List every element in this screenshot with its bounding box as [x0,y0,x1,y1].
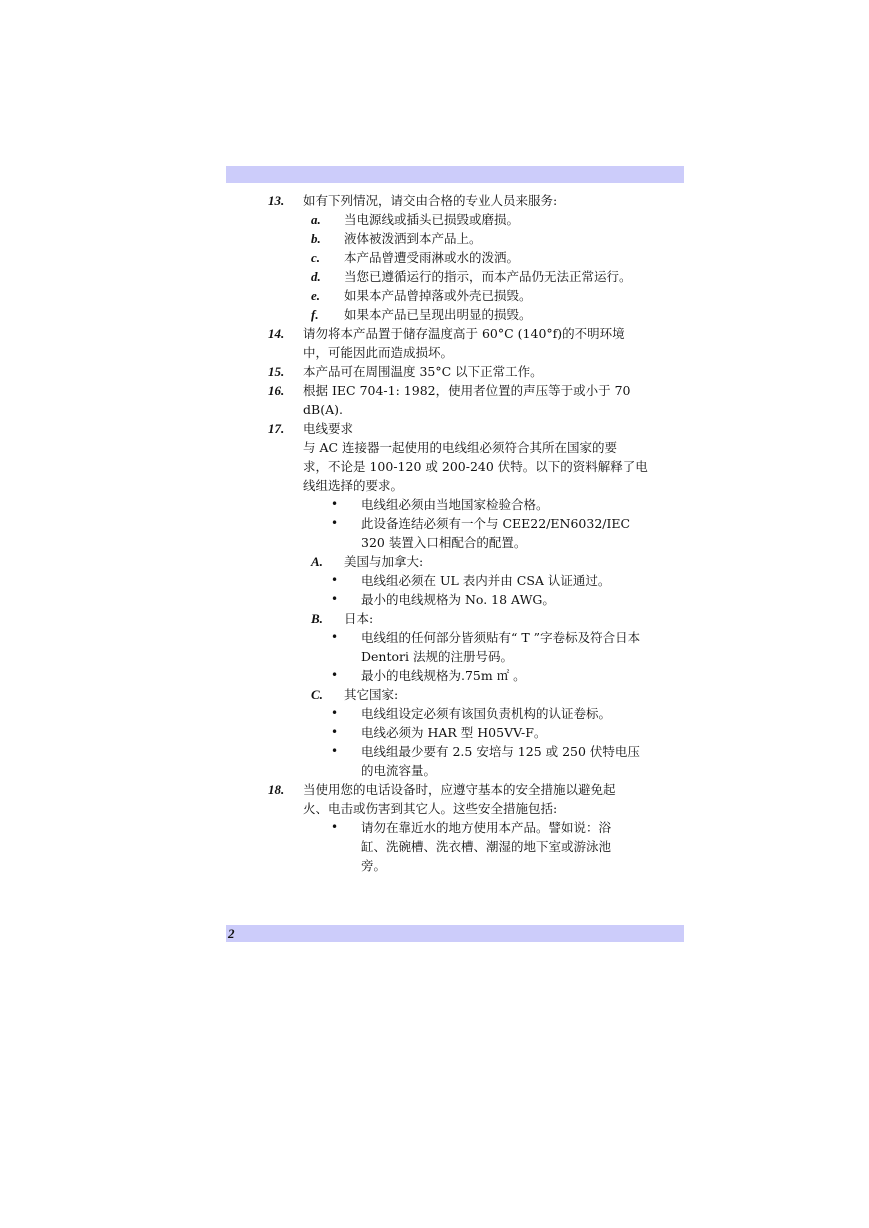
bullet-icon: • [331,573,339,587]
bullet-text: 电线组必须在 UL 表内并由 CSA 认证通过。 [361,573,611,588]
sub-text: 液体被泼洒到本产品上。 [344,231,482,246]
item-text: 与 AC 连接器一起使用的电线组必须符合其所在国家的要 [303,440,618,455]
section-title: 美国与加拿大: [344,554,424,569]
footer-bar [226,925,684,942]
bullet-text: 电线组设定必须有该国负责机构的认证卷标。 [361,706,612,721]
sub-label: d. [311,269,321,284]
bullet-text: 电线组的任何部分皆须贴有“ T ”字卷标及符合日本 [361,630,641,645]
item-text: dB(A). [303,402,343,417]
bullet-icon: • [331,668,339,682]
sub-text: 如果本产品曾掉落或外壳已损毁。 [344,288,532,303]
item-number: 13. [268,193,285,208]
bullet-text: 的电流容量。 [361,763,437,778]
item-number: 16. [268,383,285,398]
sub-label: c. [311,250,321,265]
item-text: 当使用您的电话设备时，应遵守基本的安全措施以避免起 [303,782,616,797]
sub-label: e. [311,288,321,303]
sub-label: f. [311,307,319,322]
item-text: 中，可能因此而造成损坏。 [303,345,454,360]
sub-text: 当电源线或插头已损毁或磨损。 [344,212,520,227]
bullet-text: 此设备连结必须有一个与 CEE22/EN6032/IEC [361,516,631,531]
item-text: 火、电击或伤害到其它人。这些安全措施包括: [303,801,558,816]
header-bar [226,166,684,183]
item-title: 电线要求 [303,421,354,436]
item-text: 线组选择的要求。 [303,478,404,493]
bullet-text: 电线必须为 HAR 型 H05VV-F。 [361,725,547,740]
bullet-icon: • [331,725,339,739]
bullet-icon: • [331,592,339,606]
bullet-icon: • [331,630,339,644]
bullet-icon: • [331,820,339,834]
item-text: 求，不论是 100-120 或 200-240 伏特。以下的资料解释了电 [303,459,648,474]
sub-text: 本产品曾遭受雨淋或水的泼洒。 [344,250,520,265]
item-text: 如有下列情况，请交由合格的专业人员来服务: [303,193,558,208]
bullet-text: 缸、洗碗槽、洗衣槽、潮湿的地下室或游泳池 [361,839,612,854]
item-number: 15. [268,364,285,379]
bullet-icon: • [331,497,339,511]
bullet-text: 请勿在靠近水的地方使用本产品。譬如说：浴 [361,820,612,835]
bullet-icon: • [331,744,339,758]
item-text: 请勿将本产品置于储存温度高于 60°C (140°f)的不明环境 [303,326,625,341]
item-number: 14. [268,326,285,341]
sub-text: 当您已遵循运行的指示，而本产品仍无法正常运行。 [344,269,632,284]
bullet-text: 电线组最少要有 2.5 安培与 125 或 250 伏特电压 [361,744,640,759]
bullet-icon: • [331,516,339,530]
item-number: 18. [268,782,285,797]
sub-text: 如果本产品已呈现出明显的损毁。 [344,307,532,322]
section-title: 日本: [344,611,374,626]
bullet-text: 最小的电线规格为 No. 18 AWG。 [361,592,555,607]
bullet-text: 最小的电线规格为.75m ㎡ 。 [361,668,526,683]
bullet-text: 320 装置入口相配合的配置。 [361,535,527,550]
section-label: C. [311,687,323,702]
page-number: 2 [228,926,235,941]
bullet-text: 旁。 [361,858,387,873]
item-text: 根据 IEC 704-1: 1982，使用者位置的声压等于或小于 70 [303,383,631,398]
item-number: 17. [268,421,285,436]
item-text: 本产品可在周围温度 35°C 以下正常工作。 [303,364,543,379]
section-label: B. [311,611,323,626]
bullet-text: 电线组必须由当地国家检验合格。 [361,497,549,512]
sub-label: a. [311,212,321,227]
bullet-icon: • [331,706,339,720]
sub-label: b. [311,231,321,246]
section-title: 其它国家: [344,687,399,702]
section-label: A. [311,554,323,569]
bullet-text: Dentori 法规的注册号码。 [361,649,513,664]
